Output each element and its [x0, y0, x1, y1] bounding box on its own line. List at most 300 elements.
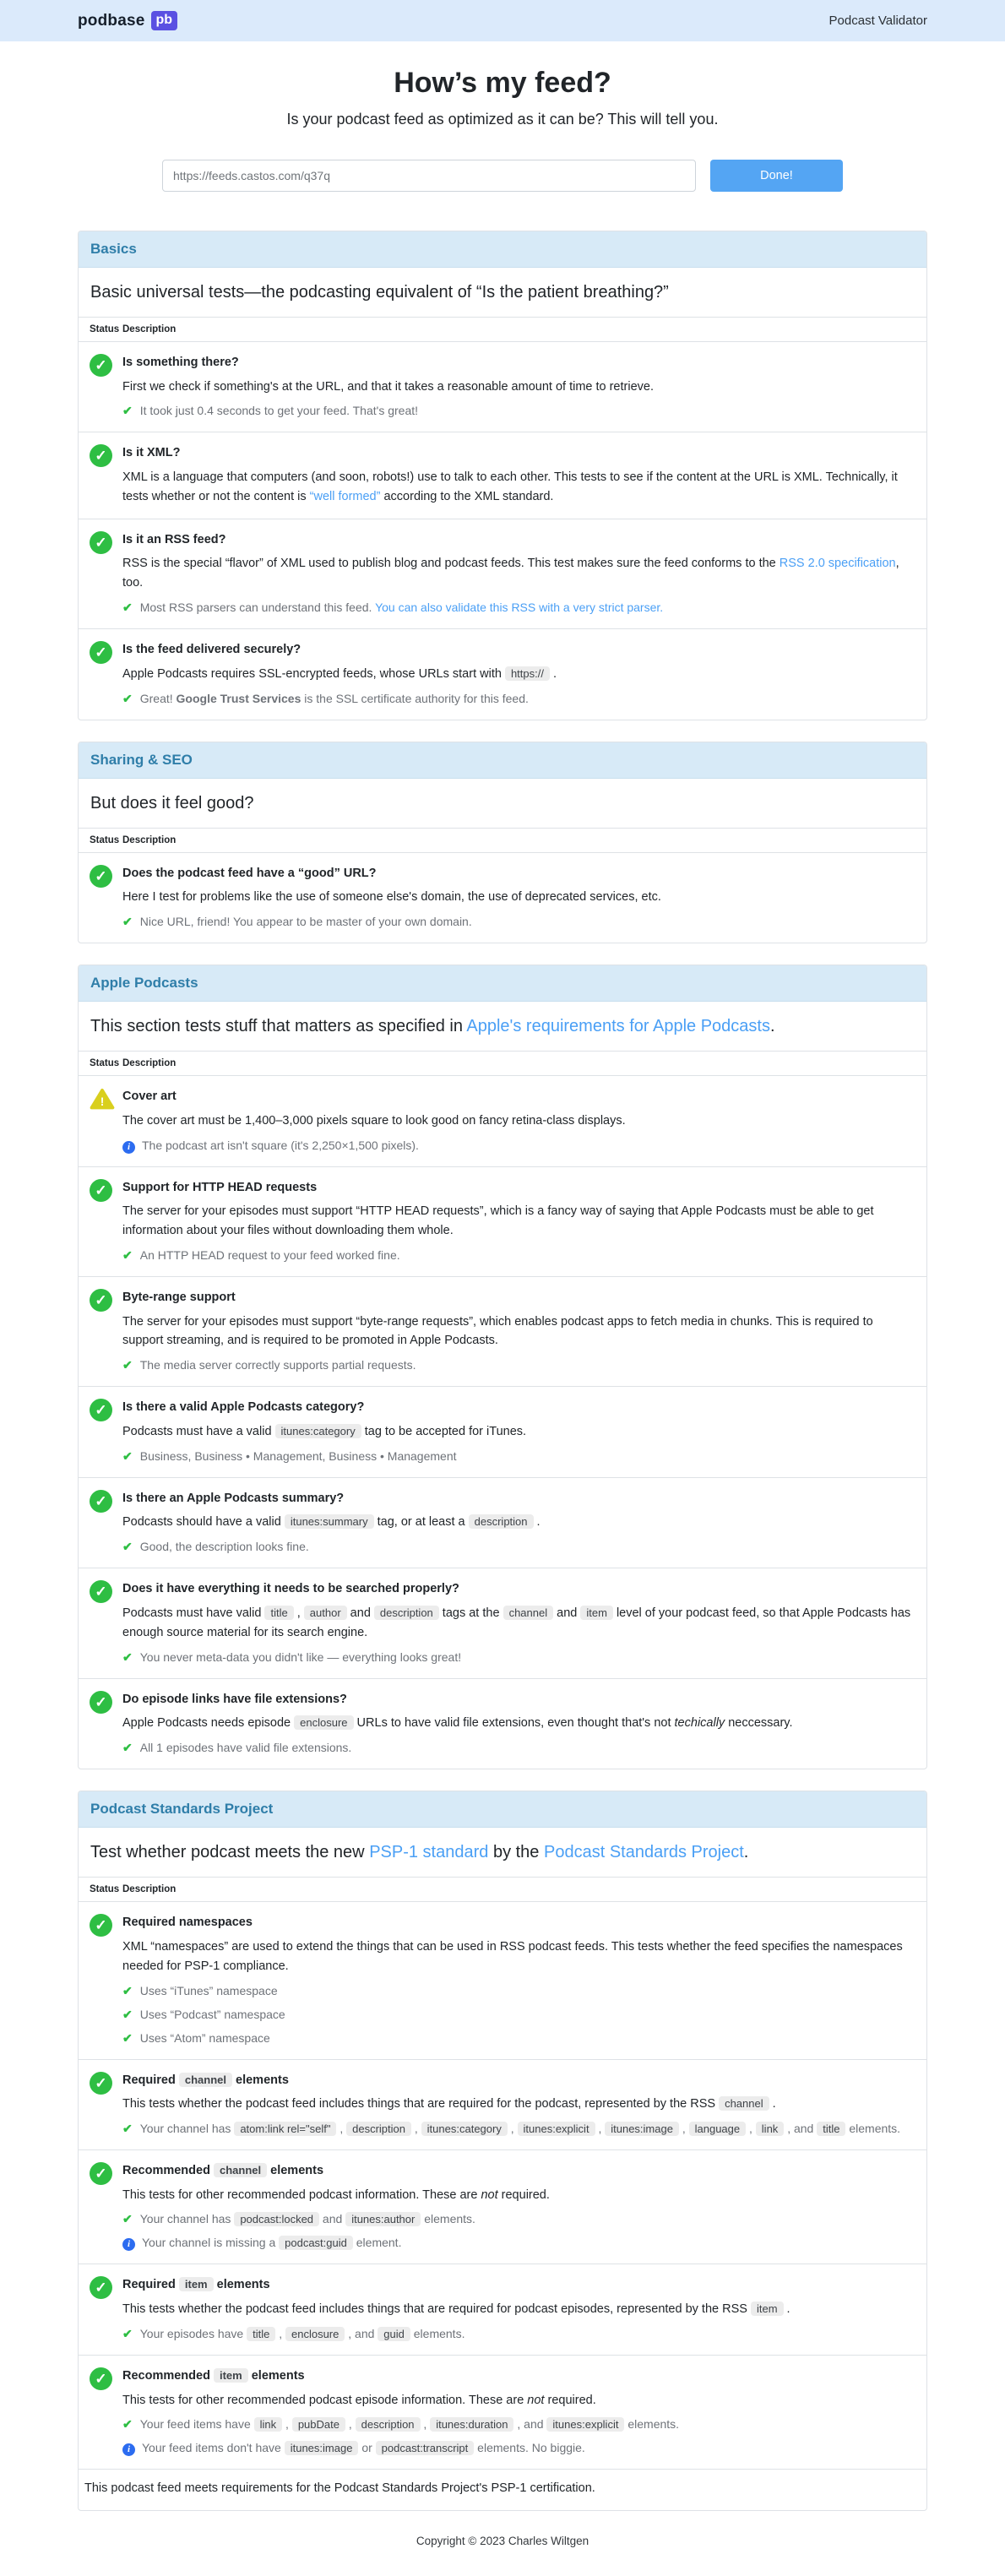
text: Is the feed delivered securely? [122, 643, 302, 657]
test-result [122, 2234, 911, 2252]
test-description [122, 2300, 911, 2319]
text: , [282, 2417, 292, 2432]
test-description [122, 1513, 911, 1532]
text: , and [513, 2417, 547, 2432]
section-title: Basics [79, 231, 926, 268]
table-header-row [79, 829, 926, 853]
status-cell [79, 1690, 122, 1757]
text: All 1 episodes have valid file extensions. [139, 1741, 352, 1755]
code-chip: link [756, 2122, 785, 2136]
test-cell [122, 2161, 915, 2252]
text: Do episode links have file extensions? [122, 1692, 347, 1706]
text: XML is a language that computers (and soon, robots!) use to talk to each other. This tests to see if the content at the URL is XML. Technically, it tests whether or not the content is [122, 470, 898, 503]
check-icon: ✔ [122, 2212, 133, 2226]
text: Apple Podcasts requires SSL-encrypted feeds, whose URLs start with [122, 666, 505, 681]
test-row [79, 1679, 926, 1769]
text: elements. [845, 2122, 901, 2135]
text: Most RSS parsers can understand this feed. [139, 601, 376, 615]
text: , [336, 2122, 347, 2135]
text: Basic universal tests—the podcasting equivalent of “Is the patient breathing?” [90, 283, 669, 302]
test-cell [122, 2367, 915, 2457]
test-title [122, 2163, 911, 2180]
text: Your episodes have [139, 2326, 247, 2340]
check-icon: ✔ [122, 404, 133, 418]
text: tags at the [438, 1606, 503, 1620]
text: Your feed items have [139, 2417, 254, 2432]
test-result [122, 2439, 911, 2457]
test-title [122, 445, 911, 462]
section-title: Apple Podcasts [79, 965, 926, 1002]
pass-icon: ✓ [90, 865, 112, 888]
code-chip: itunes:explicit [518, 2122, 595, 2136]
text: Is something there? [122, 356, 239, 369]
pass-icon: ✓ [90, 641, 112, 664]
text: elements [213, 2278, 270, 2292]
text: tag to be accepted for iTunes. [361, 1424, 527, 1438]
code-chip: itunes:summary [285, 1514, 374, 1529]
code-chip: item [214, 2368, 248, 2383]
code-chip: item [179, 2277, 214, 2291]
status-cell [79, 1288, 122, 1374]
code-chip: link [254, 2417, 283, 2432]
text: Is it XML? [122, 446, 181, 460]
nav-podcast-validator-link[interactable]: Podcast Validator [828, 14, 927, 28]
text: Here I test for problems like the use of someone else's domain, the use of deprecated services, etc. [122, 890, 661, 905]
test-row [79, 342, 926, 432]
code-chip: itunes:image [605, 2122, 679, 2136]
link[interactable]: RSS 2.0 specification [779, 557, 896, 571]
status-cell [79, 530, 122, 617]
text: and [319, 2212, 346, 2226]
text: , [746, 2122, 756, 2135]
check-icon: ✔ [122, 1358, 133, 1372]
text: This tests for other recommended podcast information. These are [122, 2187, 481, 2202]
pass-icon: ✓ [90, 2162, 112, 2185]
pass-icon: ✓ [90, 1580, 112, 1603]
test-row [79, 1478, 926, 1568]
test-result [122, 2210, 911, 2228]
section-lead [79, 268, 926, 318]
check-icon: ✔ [122, 1448, 133, 1463]
italic-text: not [481, 2187, 498, 2202]
code-chip: guid [378, 2327, 410, 2341]
check-icon: ✔ [122, 1248, 133, 1262]
test-title [122, 1692, 911, 1709]
text: Business, Business • Management, Business • Management [139, 1448, 457, 1463]
code-chip: title [264, 1606, 293, 1620]
warning-icon [90, 1088, 115, 1111]
brand-badge-icon: pb [151, 11, 178, 30]
test-result [122, 2006, 911, 2024]
text: This tests whether the podcast feed includes things that are required for podcast episodes, represented by the RSS [122, 2302, 751, 2317]
section-card-apple-podcasts [78, 965, 927, 1769]
table-header-row [79, 318, 926, 342]
test-cell [122, 1913, 915, 2046]
status-cell [79, 1579, 122, 1666]
text: It took just 0.4 seconds to get your feed. That's great! [139, 404, 419, 418]
test-title [122, 1089, 911, 1106]
test-row [79, 2060, 926, 2150]
text: First we check if something's at the URL, and that it takes a reasonable amount of time to retrieve. [122, 379, 654, 394]
code-chip: description [356, 2417, 421, 2432]
certification-note: This podcast feed meets requirements for the Podcast Standards Project's PSP-1 certification. [84, 2481, 595, 2496]
test-description [122, 378, 911, 397]
pass-icon: ✓ [90, 354, 112, 377]
status-cell [79, 2367, 122, 2457]
code-chip: description [346, 2122, 411, 2136]
test-title [122, 2073, 911, 2090]
section-lead [79, 1828, 926, 1878]
test-result [122, 2120, 911, 2138]
test-description [122, 1937, 911, 1976]
text: , and [345, 2326, 378, 2340]
text: This tests for other recommended podcast episode information. These are [122, 2393, 528, 2407]
check-icon: ✔ [122, 691, 133, 705]
test-row [79, 629, 926, 719]
link[interactable]: PSP-1 standard [369, 1843, 489, 1862]
test-description [122, 2186, 911, 2205]
check-icon: ✔ [122, 601, 133, 615]
navbar-inner [78, 11, 927, 30]
test-title [122, 1290, 911, 1307]
status-cell [79, 1489, 122, 1556]
check-icon: ✔ [122, 1649, 133, 1664]
text: Is there a valid Apple Podcasts category? [122, 1400, 365, 1415]
status-column-header: Status [90, 1884, 120, 1895]
pass-icon: ✓ [90, 1179, 112, 1202]
text: The media server correctly supports partial requests. [139, 1358, 416, 1372]
italic-text: not [527, 2393, 545, 2407]
table-header-row [79, 1878, 926, 1902]
test-title [122, 2277, 911, 2294]
pass-icon: ✓ [90, 1914, 112, 1937]
text: But does it feel good? [90, 793, 254, 812]
section-lead [79, 779, 926, 829]
test-result [122, 1448, 911, 1465]
code-chip: itunes:explicit [546, 2417, 624, 2432]
section-card-sharing-seo [78, 742, 927, 943]
submit-button[interactable]: Done! [710, 160, 843, 192]
test-description [122, 468, 911, 507]
test-cell [122, 864, 915, 931]
info-icon: i [122, 2443, 135, 2456]
test-title [122, 1491, 911, 1508]
check-icon: ✔ [122, 1741, 133, 1755]
check-icon: ✔ [122, 2007, 133, 2021]
test-result [122, 2416, 911, 2433]
feed-url-form [0, 160, 1005, 192]
test-title [122, 355, 911, 372]
text: elements [247, 2368, 305, 2383]
test-description [122, 2391, 911, 2410]
text: Required [122, 2073, 179, 2087]
text: tag, or at least a [373, 1515, 469, 1530]
pass-icon: ✓ [90, 2072, 112, 2095]
code-chip: https:// [505, 666, 550, 681]
test-result [122, 1247, 911, 1264]
code-chip: itunes:category [421, 2122, 508, 2136]
text: required. [497, 2187, 550, 2202]
test-description [122, 888, 911, 907]
test-cell [122, 353, 915, 420]
test-cell [122, 2071, 915, 2138]
feed-url-input[interactable] [162, 160, 696, 192]
text: elements [267, 2164, 324, 2177]
test-cell [122, 1579, 915, 1666]
text: RSS is the special “flavor” of XML used to publish blog and podcast feeds. This test makes sure the feed conforms to the [122, 557, 780, 571]
copyright: Copyright © 2023 Charles Wiltgen [416, 2535, 589, 2548]
section-card-podcast-standards-project [78, 1791, 927, 2511]
test-result [122, 1739, 911, 1757]
status-cell [79, 2275, 122, 2342]
text: , [345, 2417, 356, 2432]
text: The server for your episodes must support “byte-range requests”, which enables podcast apps to fetch media in chunks. This is required to support streaming, and is required to be promoted in Apple Podcasts. [122, 1314, 873, 1348]
code-chip: pubDate [292, 2417, 345, 2432]
text: , [507, 2122, 518, 2135]
text: by the [488, 1843, 544, 1862]
link[interactable]: Podcast Standards Project [544, 1843, 744, 1862]
test-cell [122, 2275, 915, 2342]
text: Byte-range support [122, 1291, 236, 1304]
description-column-header: Description [122, 1884, 177, 1895]
code-chip: language [689, 2122, 747, 2136]
test-cell [122, 1489, 915, 1556]
description-column-header: Description [122, 324, 177, 334]
test-result [122, 1982, 911, 2000]
test-cell [122, 443, 915, 506]
text: Uses “iTunes” namespace [139, 1983, 278, 1997]
test-result [122, 913, 911, 931]
text: Your feed items don't have [142, 2441, 285, 2455]
test-result [122, 690, 911, 708]
test-cell [122, 1398, 915, 1465]
text: is the SSL certificate authority for this feed. [301, 691, 529, 705]
text: elements [232, 2073, 289, 2087]
test-cell [122, 640, 915, 707]
test-description [122, 1422, 911, 1442]
code-chip: podcast:locked [234, 2212, 319, 2226]
test-row [79, 519, 926, 629]
text: The server for your episodes must support “HTTP HEAD requests”, which is a fancy way of saying that Apple Podcasts must be able to get information about your files without downloading them whole. [122, 1204, 874, 1238]
text: , [411, 2122, 421, 2135]
code-chip: channel [179, 2073, 232, 2087]
text: Required [122, 2278, 179, 2292]
status-cell [79, 640, 122, 707]
test-row [79, 1277, 926, 1387]
status-cell [79, 353, 122, 420]
description-column-header: Description [122, 1058, 177, 1069]
code-chip: item [751, 2302, 784, 2316]
code-chip: atom:link rel="self" [234, 2122, 336, 2136]
code-chip: podcast:guid [279, 2236, 353, 2250]
code-chip: description [374, 1606, 439, 1620]
check-icon: ✔ [122, 1983, 133, 1997]
code-chip: enclosure [285, 2327, 345, 2341]
text: This section tests stuff that matters as specified in [90, 1017, 467, 1036]
test-title [122, 1581, 911, 1598]
text: or [358, 2441, 376, 2455]
code-chip: channel [503, 1606, 554, 1620]
info-icon: i [122, 1141, 135, 1154]
check-icon: ✔ [122, 1540, 133, 1554]
bold-text: Google Trust Services [176, 691, 302, 705]
text: Does it have everything it needs to be searched properly? [122, 1582, 459, 1596]
status-cell [79, 1087, 122, 1154]
test-description [122, 554, 911, 593]
code-chip: itunes:category [275, 1424, 361, 1438]
pass-icon: ✓ [90, 2276, 112, 2299]
text: . [743, 1843, 749, 1862]
text: Podcasts should have a valid [122, 1515, 285, 1530]
check-icon: ✔ [122, 2417, 133, 2432]
status-cell [79, 1178, 122, 1264]
text: Your channel is missing a [142, 2236, 280, 2250]
link[interactable]: “well formed” [309, 489, 381, 503]
text: . [783, 2302, 790, 2317]
section-title: Podcast Standards Project [79, 1791, 926, 1828]
description-column-header: Description [122, 834, 177, 845]
text: Good, the description looks fine. [139, 1540, 309, 1554]
text: XML “namespaces” are used to extend the things that can be used in RSS podcast feeds. This tests whether the feed specifies the namespaces needed for PSP-1 compliance. [122, 1939, 903, 1973]
text: Cover art [122, 1090, 177, 1104]
text: Is it an RSS feed? [122, 532, 226, 546]
text: . [549, 666, 557, 681]
text: Recommended [122, 2368, 214, 2383]
test-result [122, 2030, 911, 2047]
page-title: How’s my feed? [394, 67, 611, 99]
text: Recommended [122, 2164, 214, 2177]
text: URLs to have valid file extensions, even thought that's not [353, 1716, 675, 1731]
code-chip: author [304, 1606, 347, 1620]
code-chip: title [817, 2122, 845, 2136]
text: An HTTP HEAD request to your feed worked fine. [139, 1248, 400, 1262]
text: Does the podcast feed have a “good” URL? [122, 866, 377, 880]
code-chip: description [469, 1514, 534, 1529]
status-cell [79, 2071, 122, 2138]
test-cell [122, 530, 915, 617]
table-header-row [79, 1052, 926, 1076]
code-chip: itunes:duration [430, 2417, 513, 2432]
text: Uses “Atom” namespace [139, 2030, 270, 2045]
test-row [79, 432, 926, 519]
section-card-basics [78, 231, 927, 720]
text: You never meta-data you didn't like — everything looks great! [139, 1649, 462, 1664]
test-cell [122, 1178, 915, 1264]
pass-icon: ✓ [90, 1399, 112, 1421]
text: elements. [410, 2326, 465, 2340]
pass-icon: ✓ [90, 1289, 112, 1312]
link[interactable]: Apple's requirements for Apple Podcasts [466, 1017, 770, 1036]
code-chip: podcast:transcript [376, 2441, 475, 2455]
text: , [678, 2122, 689, 2135]
text: Uses “Podcast” namespace [139, 2007, 285, 2021]
text: , too. [122, 557, 899, 590]
text: , [275, 2326, 285, 2340]
test-row [79, 1167, 926, 1277]
test-result [122, 1538, 911, 1556]
status-cell [79, 2161, 122, 2252]
test-row [79, 2150, 926, 2264]
text: Is there an Apple Podcasts summary? [122, 1491, 345, 1505]
text: according to the XML standard. [380, 489, 554, 503]
test-description [122, 1312, 911, 1351]
text: and [553, 1606, 581, 1620]
code-chip: itunes:image [285, 2441, 359, 2455]
info-icon: i [122, 2238, 135, 2251]
code-chip: item [580, 1606, 613, 1620]
section-title: Sharing & SEO [79, 742, 926, 779]
pass-icon: ✓ [90, 1691, 112, 1714]
section-lead [79, 1002, 926, 1052]
status-column-header: Status [90, 834, 120, 845]
test-cell [122, 1288, 915, 1374]
text: Required namespaces [122, 1916, 253, 1930]
text: . [769, 1017, 775, 1036]
text: , [595, 2122, 606, 2135]
test-title [122, 1180, 911, 1197]
text: elements. [624, 2417, 680, 2432]
test-title [122, 1399, 911, 1416]
text: The cover art must be 1,400–3,000 pixels square to look good on fancy retina-class displays. [122, 1113, 626, 1128]
code-chip: channel [719, 2096, 769, 2111]
text: , and [784, 2122, 818, 2135]
pass-icon: ✓ [90, 2367, 112, 2390]
test-description [122, 1202, 911, 1241]
code-chip: channel [214, 2163, 267, 2177]
code-chip: title [247, 2327, 275, 2341]
check-icon: ✔ [122, 2030, 133, 2045]
status-cell [79, 443, 122, 506]
test-row [79, 2264, 926, 2355]
pass-icon: ✓ [90, 444, 112, 467]
test-title [122, 532, 911, 549]
text: Your channel has [139, 2122, 235, 2135]
svg-text:!: ! [100, 1095, 105, 1109]
test-result [122, 1649, 911, 1666]
navbar [0, 0, 1005, 41]
text: , [293, 1606, 304, 1620]
text: and [346, 1606, 374, 1620]
test-result [122, 599, 911, 617]
check-icon: ✔ [122, 2326, 133, 2340]
test-row [79, 1387, 926, 1477]
test-title [122, 1915, 911, 1932]
text: Support for HTTP HEAD requests [122, 1180, 318, 1194]
text: Apple Podcasts needs episode [122, 1716, 295, 1731]
test-title [122, 866, 911, 883]
page-subtitle: Is your podcast feed as optimized as it can be? This will tell you. [286, 111, 719, 128]
status-cell [79, 1913, 122, 2046]
sections-container [78, 231, 927, 2511]
pass-icon: ✓ [90, 1490, 112, 1513]
text: Great! [139, 691, 177, 705]
text: neccessary. [725, 1716, 793, 1731]
status-cell [79, 864, 122, 931]
status-column-header: Status [90, 1058, 120, 1069]
test-row [79, 2356, 926, 2470]
check-icon: ✔ [122, 915, 133, 929]
code-chip: itunes:author [345, 2212, 421, 2226]
main-content [0, 67, 1005, 2547]
test-row [79, 1076, 926, 1166]
test-result [122, 2325, 911, 2343]
status-cell [79, 1398, 122, 1465]
brand-logo[interactable] [78, 11, 177, 30]
brand-name: podbase [78, 11, 145, 30]
link[interactable]: You can also validate this RSS with a very strict parser. [375, 601, 664, 615]
test-result [122, 1356, 911, 1374]
text: element. [352, 2236, 402, 2250]
